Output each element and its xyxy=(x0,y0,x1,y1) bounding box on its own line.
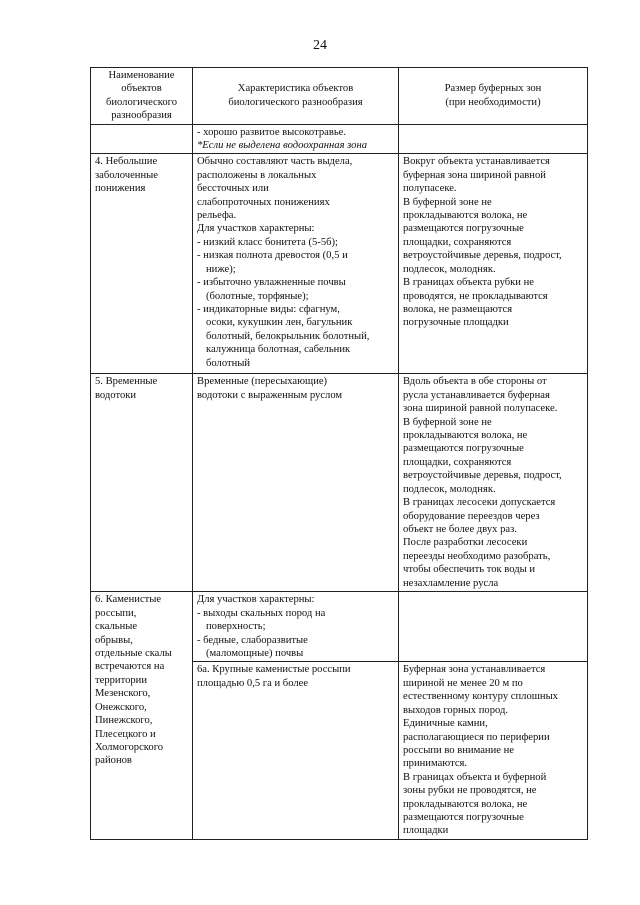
text-line: волока, не размещаются xyxy=(403,303,513,315)
text-line: Единичные камни, xyxy=(403,718,488,730)
text-line: водотоки с выраженным руслом xyxy=(197,389,343,401)
name-cell xyxy=(91,154,193,374)
buffer-cell xyxy=(399,154,588,374)
characteristics-cell xyxy=(193,592,399,662)
name-cell xyxy=(91,592,193,840)
table-row xyxy=(91,592,588,662)
text-line: зона шириной равной полупасеке. xyxy=(403,403,558,415)
characteristics-cell xyxy=(193,124,399,154)
text-line: располагающиеся по периферии xyxy=(403,731,550,743)
text-line: В границах объекта и буферной xyxy=(403,771,547,783)
text-line: понижения xyxy=(95,183,146,195)
text-line: бессточных или xyxy=(197,183,269,195)
text-line: встречаются на xyxy=(95,661,165,673)
header-characteristics xyxy=(193,68,399,125)
text-line: оборудование переездов через xyxy=(403,510,540,522)
text-line: полупасеке. xyxy=(403,183,457,195)
text-line: скальные xyxy=(95,621,138,633)
list-item xyxy=(197,249,394,276)
text-line: Наименование xyxy=(108,70,175,81)
text-line: ветроустойчивые деревья, подрост, xyxy=(403,250,562,262)
text-line: естественному контуру сплошных xyxy=(403,691,558,703)
text-line: слабопроточных понижениях xyxy=(197,196,330,208)
text-line: обрывы, xyxy=(95,634,133,646)
text-line: проводятся, не прокладываются xyxy=(403,290,548,302)
text-line: зоны рубки не проводятся, не xyxy=(403,785,537,797)
characteristics-cell xyxy=(193,374,399,592)
list-item-line: - индикаторные виды: сфагнум, xyxy=(197,303,340,315)
text-line: Обычно составляют часть выдела, xyxy=(197,156,353,168)
buffer-cell xyxy=(399,124,588,154)
list-item-line: поверхность; xyxy=(206,621,266,633)
text-line: рельефа. xyxy=(197,210,237,222)
text-line: размещаются погрузочные xyxy=(403,223,524,235)
name-cell xyxy=(91,124,193,154)
text-line: объектов xyxy=(121,83,162,95)
text-line: незахламление русла xyxy=(403,577,499,589)
list-item xyxy=(197,276,394,303)
buffer-cell xyxy=(399,592,588,662)
text-line: разнообразия xyxy=(111,110,172,122)
text-line: Размер буферных зон xyxy=(444,83,542,95)
text-line: размещаются погрузочные xyxy=(403,811,524,823)
list-item-line: болотный xyxy=(206,357,251,369)
text-line: В границах лесосеки допускается xyxy=(403,497,556,509)
text-line: 5. Временные xyxy=(95,376,158,388)
list-item xyxy=(197,634,394,661)
biodiversity-objects-table xyxy=(90,67,588,840)
characteristics-cell xyxy=(193,154,399,374)
text-line: переезды необходимо разобрать, xyxy=(403,550,551,562)
text-line: русла устанавливается буферная xyxy=(403,389,550,401)
table-row xyxy=(91,374,588,592)
text-line: буферная зона шириной равной xyxy=(403,169,546,181)
text-line: подлесок, молодняк. xyxy=(403,483,496,495)
text-line: заболоченные xyxy=(95,169,158,181)
text-line: объект не более двух раз. xyxy=(403,523,517,535)
text-line: 4. Небольшие xyxy=(95,156,158,168)
text-line: площадки, сохраняются xyxy=(403,236,512,248)
text-line: Для участков характерны: xyxy=(197,594,315,606)
list-item-line: - избыточно увлажненные почвы xyxy=(197,277,346,289)
text-line: Плесецкого и xyxy=(95,728,156,740)
text-line: В границах объекта рубки не xyxy=(403,277,534,289)
text-line: площадки xyxy=(403,825,449,837)
text-line: районов xyxy=(95,755,132,767)
list-item xyxy=(197,236,394,249)
text-line: В буферной зоне не xyxy=(403,416,492,428)
text-line: территории xyxy=(95,674,148,686)
table-row xyxy=(91,154,588,374)
footnote: *Если не выделена водоохранная зона xyxy=(197,140,368,152)
list-item-line: - низкий класс бонитета (5-5б); xyxy=(197,236,338,248)
characteristics-cell xyxy=(193,662,399,840)
list-item-line: осоки, кукушкин лен, багульник xyxy=(206,317,353,329)
text-line: водотоки xyxy=(95,389,137,401)
list-item-line: ниже); xyxy=(206,263,236,275)
page-number: 24 xyxy=(313,38,327,53)
text-line: Вокруг объекта устанавливается xyxy=(403,156,550,168)
list-item xyxy=(197,607,394,634)
text-line: прокладываются волока, не xyxy=(403,430,528,442)
text-line: Временные (пересыхающие) xyxy=(197,376,328,388)
text-line: размещаются погрузочные xyxy=(403,443,524,455)
buffer-cell xyxy=(399,374,588,592)
list-item: - хорошо развитое высокотравье. xyxy=(197,126,347,138)
text-line: В буферной зоне не xyxy=(403,196,492,208)
text-line: ветроустойчивые деревья, подрост, xyxy=(403,470,562,482)
header-buffer-size xyxy=(399,68,588,125)
name-cell xyxy=(91,374,193,592)
text-line: (при необходимости) xyxy=(445,96,541,108)
text-line: прокладываются волока, не xyxy=(403,210,528,222)
text-line: биологического xyxy=(105,96,178,108)
text-line: чтобы обеспечить ток воды и xyxy=(403,564,536,576)
text-line: Мезенского, xyxy=(95,688,151,700)
text-line: россыпи во внимание не xyxy=(403,744,514,756)
text-line: погрузочные площадки xyxy=(403,317,509,329)
list-item-line: (болотные, торфяные); xyxy=(206,290,309,302)
list-item-line: - выходы скальных пород на xyxy=(197,607,326,619)
text-line: отдельные скалы xyxy=(95,648,172,660)
text-line: россыпи, xyxy=(95,607,137,619)
text-line: Вдоль объекта в обе стороны от xyxy=(403,376,547,388)
text-line: 6. Каменистые xyxy=(95,594,162,606)
text-line: После разработки лесосеки xyxy=(403,537,528,549)
header-object-name xyxy=(91,68,193,125)
text-line: биологического разнообразия xyxy=(228,96,363,108)
list-item-line: калужница болотная, сабельник xyxy=(206,344,351,356)
list-item-line: - бедные, слаборазвитые xyxy=(197,634,308,646)
table-row xyxy=(91,124,588,154)
text-line: Буферная зона устанавливается xyxy=(403,664,546,676)
buffer-cell xyxy=(399,662,588,840)
text-line: Холмогорского xyxy=(95,741,164,753)
text-line: выходов горных пород. xyxy=(403,704,509,716)
text-line: площадью 0,5 га и более xyxy=(197,677,309,689)
list-item xyxy=(197,303,394,370)
list-item-line: - низкая полнота древостоя (0,5 и xyxy=(197,250,348,262)
text-line: принимаются. xyxy=(403,758,468,770)
text-line: 6а. Крупные каменистые россыпи xyxy=(197,664,351,676)
text-line: расположены в локальных xyxy=(197,169,317,181)
text-line: площадки, сохраняются xyxy=(403,456,512,468)
text-line: прокладываются волока, не xyxy=(403,798,528,810)
text-line: подлесок, молодняк. xyxy=(403,263,496,275)
text-line: Пинежского, xyxy=(95,715,153,727)
text-line: шириной не менее 20 м по xyxy=(403,677,523,689)
text-line: Для участков характерны: xyxy=(197,223,315,235)
list-item-line: болотный, белокрыльник болотный, xyxy=(206,330,370,342)
text-line: Характеристика объектов xyxy=(237,83,354,95)
table-header-row xyxy=(91,68,588,125)
text-line: Онежского, xyxy=(95,701,147,713)
list-item-line: (маломощные) почвы xyxy=(206,648,304,660)
